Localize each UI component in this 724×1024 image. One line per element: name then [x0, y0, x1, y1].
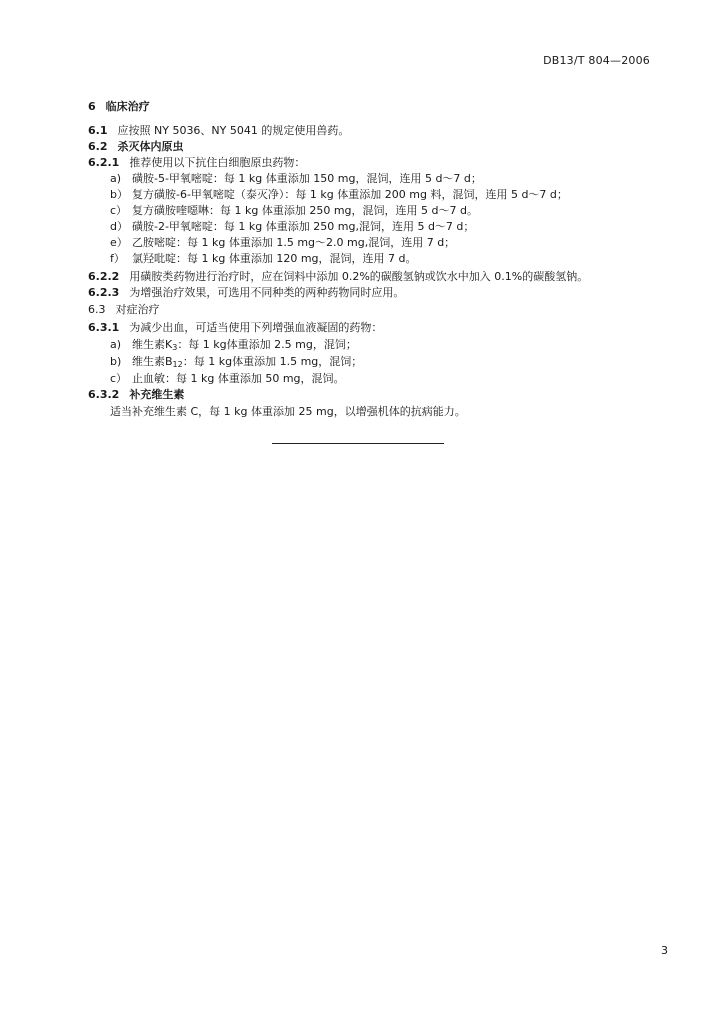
section-title: 临床治疗: [105, 100, 150, 113]
page-number: 3: [661, 944, 668, 957]
clause-6-2-2: [88, 270, 588, 284]
list-item: [110, 172, 482, 186]
clause-number: 6.2.3: [88, 286, 120, 299]
list-text: 乙胺嘧啶：每 1 kg 体重添加 1.5 mg～2.0 mg,混饲，连用 7 d；: [132, 236, 456, 249]
clause-6-1: [88, 124, 349, 138]
list-label: a): [110, 338, 122, 351]
clause-number: 6.2.2: [88, 270, 120, 283]
subscript: 3: [172, 343, 178, 352]
list-text: 复方磺胺-6-甲氧嘧啶（泰灭净）：每 1 kg 体重添加 200 mg 料，混饲，连用 5 d～7 d；: [132, 188, 568, 201]
list-item: [110, 372, 345, 386]
list-text-pre: 维生素K: [132, 338, 173, 351]
list-label: c）: [110, 372, 128, 385]
standard-code: DB13/T 804—2006: [543, 54, 650, 67]
list-text-post: ：每 1 kg体重添加 2.5 mg，混饲；: [177, 338, 357, 351]
list-item: [110, 355, 362, 372]
list-label: c）: [110, 204, 128, 217]
clause-6-2-3: [88, 286, 404, 300]
list-text: 氯羟吡啶：每 1 kg 体重添加 120 mg，混饲，连用 7 d。: [132, 252, 417, 265]
list-item: [110, 204, 478, 218]
list-item: [110, 252, 417, 266]
clause-title: 补充维生素: [129, 388, 185, 401]
clause-text: 为减少出血，可适当使用下列增强血液凝固的药物：: [129, 321, 383, 334]
clause-number: 6.3.1: [88, 321, 120, 334]
list-label: b): [110, 355, 122, 368]
list-item: [110, 338, 357, 355]
subscript: 12: [172, 360, 183, 369]
list-label: f）: [110, 252, 125, 265]
list-item: [110, 188, 568, 202]
section-number: 6.2: [88, 140, 108, 153]
list-label: b）: [110, 188, 128, 201]
section-6-3-heading: [88, 303, 160, 317]
end-separator-line: [272, 443, 444, 444]
clause-6-3-1: [88, 321, 382, 335]
clause-number: 6.2.1: [88, 156, 120, 169]
clause-text: 应按照 NY 5036、NY 5041 的规定使用兽药。: [117, 124, 350, 137]
section-title: 杀灭体内原虫: [117, 140, 184, 153]
clause-number: 6.3.2: [88, 388, 120, 401]
list-text: 磺胺-5-甲氧嘧啶：每 1 kg 体重添加 150 mg，混饲，连用 5 d～7 d；: [132, 172, 482, 185]
section-6-heading: [88, 100, 150, 114]
list-label: a): [110, 172, 122, 185]
list-text: 磺胺-2-甲氧嘧啶：每 1 kg 体重添加 250 mg,混饲，连用 5 d～7 d；: [132, 220, 475, 233]
list-text: 止血敏：每 1 kg 体重添加 50 mg，混饲。: [132, 372, 345, 385]
section-number: 6.3: [88, 303, 106, 316]
section-number: 6: [88, 100, 96, 113]
section-title: 对症治疗: [115, 303, 160, 316]
list-text-post: ：每 1 kg体重添加 1.5 mg，混饲；: [182, 355, 363, 368]
clause-number: 6.1: [88, 124, 108, 137]
list-text: 复方磺胺喹噁啉：每 1 kg 体重添加 250 mg，混饲，连用 5 d～7 d。: [132, 204, 478, 217]
clause-6-2-1: [88, 156, 305, 170]
list-label: e）: [110, 236, 128, 249]
clause-6-3-2-heading: [88, 388, 184, 402]
list-item: [110, 236, 455, 250]
paragraph: 适当补充维生素 C，每 1 kg 体重添加 25 mg，以增强机体的抗病能力。: [110, 405, 466, 418]
list-text-pre: 维生素B: [132, 355, 173, 368]
section-6-2-heading: [88, 140, 184, 154]
list-item: [110, 220, 474, 234]
clause-text: 推荐使用以下抗住白细胞原虫药物：: [129, 156, 306, 169]
clause-text: 为增强治疗效果，可选用不同种类的两种药物同时应用。: [129, 286, 405, 299]
clause-text: 用磺胺类药物进行治疗时，应在饲料中添加 0.2%的碳酸氢钠或饮水中加入 0.1%的碳酸氢钠。: [129, 270, 589, 283]
list-label: d）: [110, 220, 128, 233]
